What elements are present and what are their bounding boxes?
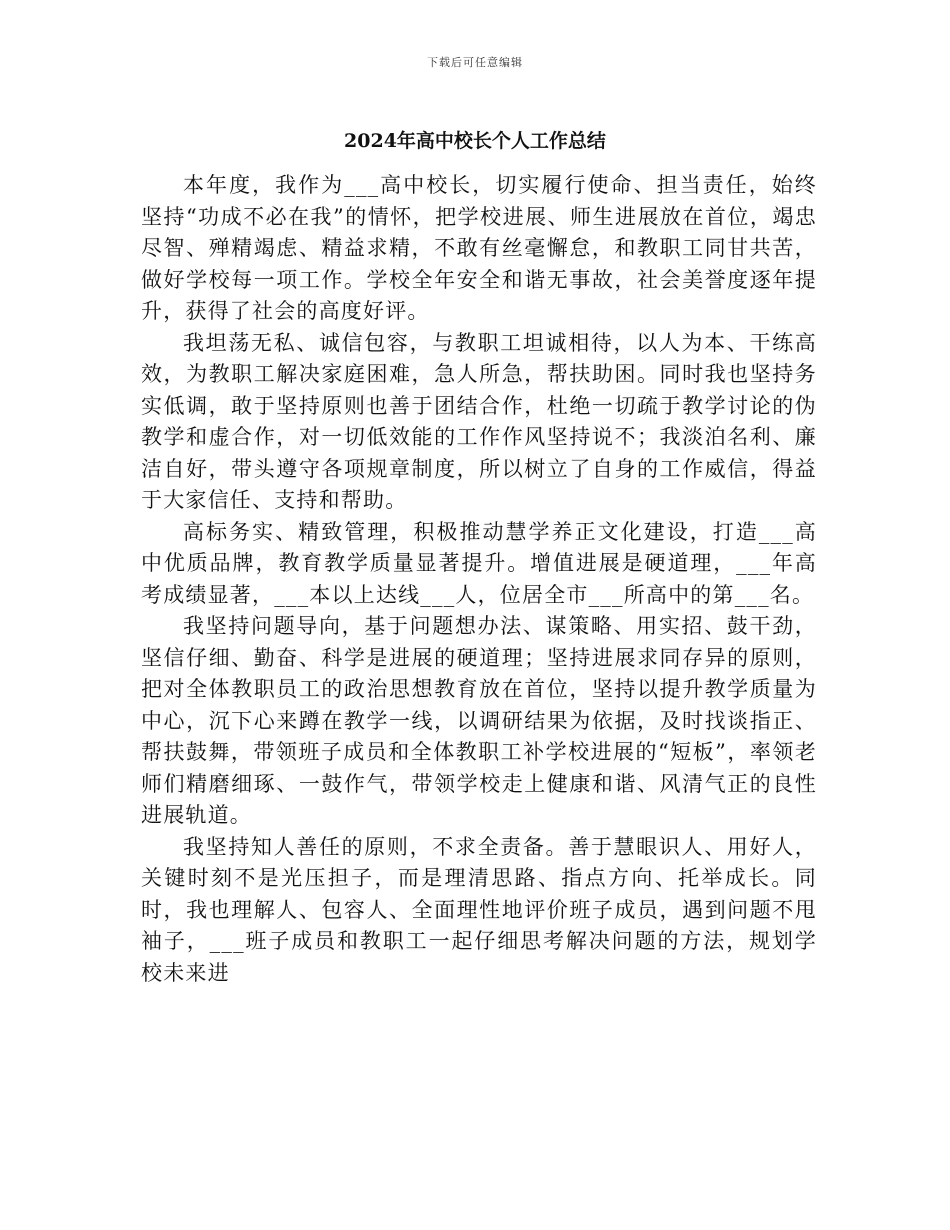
- header-note: 下载后可任意编辑: [427, 56, 523, 69]
- paragraph: 我坦荡无私、诚信包容，与教职工坦诚相待，以人为本、干练高效，为教职工解决家庭困难，急人所急，帮扶助困。同时我也坚持务实低调，敢于坚持原则也善于团结合作，杜绝一切疏于教学讨论的伪教学和虚合作，对一切低效能的工作作风坚持说不；我淡泊名利、廉洁自好，带头遵守各项规章制度，所以树立了自身的工作威信，得益于大家信任、支持和帮助。: [141, 330, 817, 512]
- paragraph: 我坚持知人善任的原则，不求全责备。善于慧眼识人、用好人，关键时刻不是光压担子，而是理清思路、指点方向、托举成长。同时，我也理解人、包容人、全面理性地评价班子成员，遇到问题不甩袖子，___班子成员和教职工一起仔细思考解决问题的方法，规划学校未来进: [141, 834, 817, 985]
- paragraph: 本年度，我作为___高中校长，切实履行使命、担当责任，始终坚持“功成不必在我”的情怀，把学校进展、师生进展放在首位，竭忠尽智、殚精竭虑、精益求精，不敢有丝毫懈怠，和教职工同甘共苦，做好学校每一项工作。学校全年安全和谐无事故，社会美誉度逐年提升，获得了社会的高度好评。: [141, 173, 817, 323]
- paragraph: 我坚持问题导向，基于问题想办法、谋策略、用实招、鼓干劲，坚信仔细、勤奋、科学是进展的硬道理；坚持进展求同存异的原则，把对全体教职员工的政治思想教育放在首位，坚持以提升教学质量为中心，沉下心来蹲在教学一线，以调研结果为依据，及时找谈指正、帮扶鼓舞，带领班子成员和全体教职工补学校进展的“短板”，率领老师们精磨细琢、一鼓作气，带领学校走上健康和谐、风清气正的良性进展轨道。: [141, 614, 817, 827]
- paragraph: 高标务实、精致管理，积极推动慧学养正文化建设，打造___高中优质品牌，教育教学质量显著提升。增值进展是硬道理，___年高考成绩显著，___本以上达线___人，位居全市___所高中的第___名。: [141, 519, 817, 607]
- document-body: [141, 170, 817, 989]
- document-title: 2024年高中校长个人工作总结: [344, 130, 606, 152]
